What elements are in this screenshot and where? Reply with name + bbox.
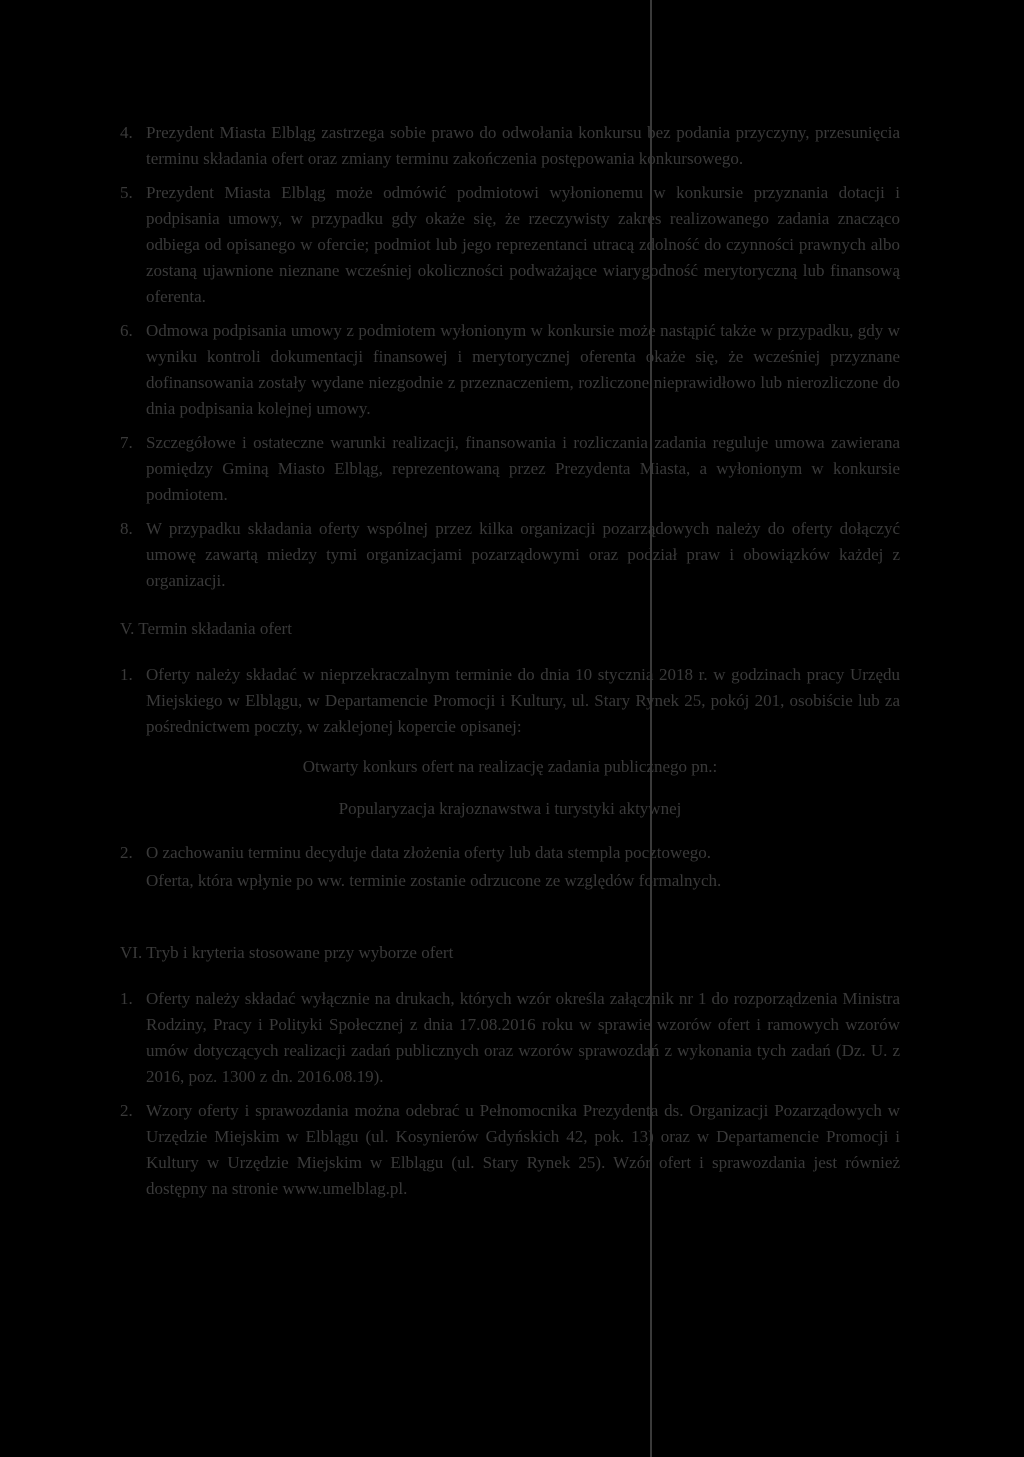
section-heading-v: V. Termin składania ofert (120, 619, 292, 638)
list-item (120, 986, 900, 1090)
list-item (120, 662, 900, 740)
list-item (120, 516, 900, 594)
item-text: Prezydent Miasta Elbląg może odmówić podmiotowi wyłonionemu w konkursie przyznania dotacji i podpisania umowy, w przypadku gdy okaże się, że rzeczywisty zakres realizowanego zadania znacząco odbiega od opisanego w ofercie; podmiot lub jego reprezentanci utracą zdolność do czynności prawnych albo zostaną ujawnione nieznane wcześniej okoliczności podważające wiarygodność merytoryczną lub finansową oferenta. (146, 183, 900, 306)
item-number: 1. (120, 989, 133, 1008)
envelope-label-line1: Otwarty konkurs ofert na realizację zadania publicznego pn.: (302, 757, 718, 776)
item-text: Szczegółowe i ostateczne warunki realizacji, finansowania i rozliczania zadania reguluje umowa zawierana pomiędzy Gminą Miasto Elbląg, reprezentowaną przez Prezydenta Miasta, a wyłonionym w konkursie podmiotem. (146, 433, 900, 504)
item-text: Prezydent Miasta Elbląg zastrzega sobie prawo do odwołania konkursu bez podania przyczyny, przesunięcia terminu składania ofert oraz zmiany terminu zakończenia postępowania konkursowego. (146, 123, 900, 168)
item-continuation-text: Oferta, która wpłynie po ww. terminie zostanie odrzucone ze względów formalnych. (146, 871, 722, 890)
item-number: 5. (120, 183, 133, 202)
item-number: 6. (120, 321, 133, 340)
list-item (120, 840, 900, 866)
section-heading-vi: VI. Tryb i kryteria stosowane przy wyborze ofert (120, 943, 454, 962)
item-text: W przypadku składania oferty wspólnej przez kilka organizacji pozarządowych należy do oferty dołączyć umowę zawartą miedzy tymi organizacjami pozarządowymi oraz podział praw i obowiązków każdej z organizacji. (146, 519, 900, 590)
item-number: 8. (120, 519, 133, 538)
item-number: 4. (120, 123, 133, 142)
list-item (120, 120, 900, 172)
item-number: 2. (120, 1101, 133, 1120)
list-item (120, 318, 900, 422)
item-text: Odmowa podpisania umowy z podmiotem wyłonionym w konkursie może nastąpić także w przypadku, gdy w wyniku kontroli dokumentacji finansowej i merytorycznej oferenta okaże się, że wcześniej przyznane dofinansowania zostały wydane niezgodnie z przeznaczeniem, rozliczone nieprawidłowo lub nierozliczone do dnia podpisania kolejnej umowy. (146, 321, 900, 418)
list-item (120, 430, 900, 508)
item-number: 2. (120, 843, 133, 862)
list-item (120, 180, 900, 310)
item-text: Oferty należy składać wyłącznie na drukach, których wzór określa załącznik nr 1 do rozporządzenia Ministra Rodziny, Pracy i Polityki Społecznej z dnia 17.08.2016 roku w sprawie wzorów ofert i ramowych wzorów umów dotyczących realizacji zadań publicznych oraz wzorów sprawozdań z wykonania tych zadań (Dz. U. z 2016, poz. 1300 z dn. 2016.08.19). (146, 989, 900, 1086)
list-item (120, 1098, 900, 1202)
document-body (120, 120, 900, 1210)
item-text: Wzory oferty i sprawozdania można odebrać u Pełnomocnika Prezydenta ds. Organizacji Pozarządowych w Urzędzie Miejskim w Elblągu (ul. Kosynierów Gdyńskich 42, pok. 13) oraz w Departamencie Promocji i Kultury w Urzędzie Miejskim w Elblągu (ul. Stary Rynek 25). Wzór ofert i sprawozdania jest również dostępny na stronie www.umelblag.pl. (146, 1101, 900, 1198)
envelope-label-line2: Popularyzacja krajoznawstwa i turystyki aktywnej (338, 799, 682, 818)
item-text: Oferty należy składać w nieprzekraczalnym terminie do dnia 10 stycznia 2018 r. w godzinach pracy Urzędu Miejskiego w Elblągu, w Departamencie Promocji i Kultury, ul. Stary Rynek 25, pokój 201, osobiście lub za pośrednictwem poczty, w zaklejonej kopercie opisanej: (146, 665, 900, 736)
item-number: 1. (120, 665, 133, 684)
item-text: O zachowaniu terminu decyduje data złożenia oferty lub data stempla pocztowego. (146, 843, 712, 862)
item-number: 7. (120, 433, 133, 452)
